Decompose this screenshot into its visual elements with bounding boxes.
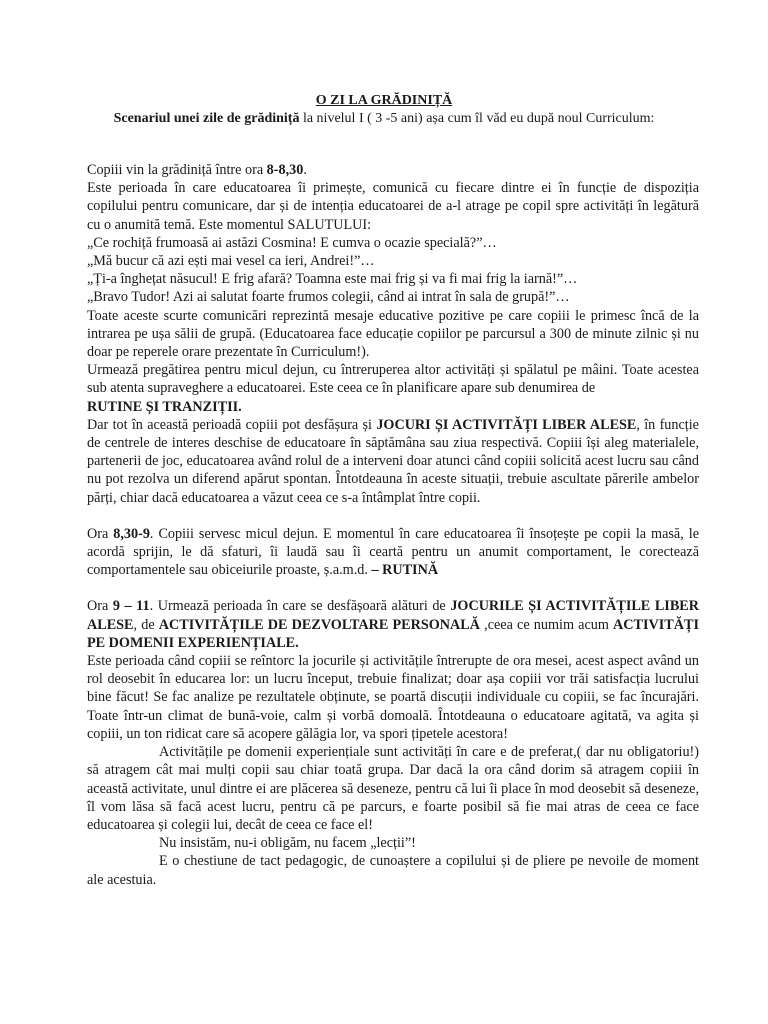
rutine-heading: RUTINE ȘI TRANZIȚII. [87, 398, 242, 415]
dejun-label: Ora [87, 525, 114, 542]
quote-1: „Ce rochiță frumoasă ai astăzi Cosmina! E cumva o ocazie specială?”… [87, 234, 497, 251]
paragraph-jocuri [87, 416, 699, 507]
dejun-time: 8,30-9 [113, 525, 150, 542]
paragraph-tact: E o chestiune de tact pedagogic, de cunoaștere a copilului și de pliere pe nevoile de moment ale acestuia. [87, 853, 699, 888]
intro-end: . [303, 162, 307, 178]
act-time: 9 – 11 [112, 598, 150, 615]
intro-paragraph [87, 161, 699, 179]
act-text-b: . Urmează perioada în care se desfășoară alături de [149, 598, 451, 615]
paragraph-activitati [87, 597, 699, 652]
jocuri-heading: JOCURI ȘI ACTIVITĂȚI LIBER ALESE [376, 416, 637, 433]
paragraph-mesaje: Toate aceste scurte comunicări reprezintă mesaje educative pozitive pe care copiii le primesc încă de la intrarea pe ușa sălii de grupă. (Educatoarea face educație copiilor pe parcursul a 300 de minute zilnic și nu doar pe reperele orare prezentate în Curriculum!). [87, 307, 699, 361]
paragraph-domenii: Activitățile pe domenii experiențiale sunt activități în care e de preferat,( dar nu obligatoriu!) să atragem cât mai mulți copii sau chiar toată grupa. Dar dacă la ora când dorim să atragem copiii în această activitate, unul dintre ei are plăcerea să deseneze, pentru că lui îi place în mod deosebit să deseneze, îl vom lăsa să facă acest lucru, pentru că pe parcurs, e foarte posibil să fie mai atras de ceea ce face educatoarea și colegii lui, decât de ceea ce face el! [87, 744, 699, 833]
dejun-rutina: – RUTINĂ [371, 562, 439, 579]
document-body [87, 161, 699, 889]
quote-2: „Mă bucur că azi ești mai vesel ca ieri, Andrei!”… [87, 253, 375, 270]
rutine-text: Urmează pregătirea pentru micul dejun, cu întreruperea altor activități și spălatul pe mâini. Toate acestea sub atenta supraveghere a educatoarei. Este ceea ce în planificare apare sub denumirea de [87, 362, 699, 397]
spacer [87, 579, 699, 597]
jocuri-text-b: , în funcție de centrele de interes deschise de educatoare în săptămâna sau ziua respectivă. Copiii își aleg materialele, partenerii de joc, educatoarea având rolul de a interveni doar atunci când copiii solicită acest lucru sau când nu pot rezolva un diferend apărut spontan. Întotdeauna în aceste situații, trebuie ascultate părerile ambelor părți, chiar dacă educatoarea a văzut ceea ce s-a întâmplat între copii. [87, 416, 699, 506]
quote-3: „Ți-a înghețat năsucul! E frig afară? Toamna este mai frig și va fi mai frig la iarnă!”… [87, 271, 578, 288]
act-heading-3: ACTIVITĂȚI PE DOMENII EXPERIENȚIALE. [87, 616, 699, 651]
spacer [87, 507, 699, 525]
paragraph-nu-insistam: Nu insistăm, nu-i obligăm, nu facem „lecții”! [159, 835, 416, 852]
paragraph-reintoarcere: Este perioada când copiii se reîntorc la jocurile și activitățile întrerupte de ora mesei, acest aspect având un rol deosebit în educarea lor: un lucru început, trebuie finalizat; doar așa copiii vor trăi satisfacția lucrului bine făcut! Se fac analize pe rezultatele obținute, se poartă discuții individuale cu copiii, se fac încurajări. Toate într-un climat de bună-voie, calm și vorbă domoală. Întotdeauna o educatoare agitată, va agita și copiii, un ton ridicat care să acopere gălăgia lor, va spori țipetele acestora! [87, 653, 699, 742]
intro-text: Copiii vin la grădiniță între ora [87, 162, 267, 178]
intro-time: 8-8,30 [266, 162, 304, 178]
dejun-text: . Copiii servesc micul dejun. E momentul în care educatoarea îi însoțește pe copii la masă, le acordă sprijin, le dă sfaturi, îi laudă sau îi ceartă pentru un anumit comportament, le corectează comportamentele sau obiceiurile proaste, ș.a.m.d. [87, 525, 699, 579]
act-heading-2: ACTIVITĂȚILE DE DEZVOLTARE PERSONALĂ [158, 616, 481, 633]
paragraph-rutine [87, 361, 699, 416]
document-subtitle [0, 111, 768, 127]
act-text-c: , de [133, 616, 159, 633]
jocuri-text-a: Dar tot în această perioadă copiii pot desfășura și [87, 416, 377, 433]
act-text-d: ,ceea ce numim acum [480, 616, 614, 633]
subtitle-bold: Scenariul unei zile de grădiniță [113, 111, 300, 126]
subtitle-rest: la nivelul I ( 3 -5 ani) așa cum îl văd eu după noul Curriculum: [299, 111, 655, 126]
act-label: Ora [87, 598, 113, 615]
document-title: O ZI LA GRĂDINIȚĂ [315, 93, 453, 108]
quote-4: „Bravo Tudor! Azi ai salutat foarte frumos colegii, când ai intrat în sala de grupă!”… [87, 289, 570, 306]
act-heading-1: JOCURILE ȘI ACTIVITĂȚILE LIBER ALESE [87, 598, 699, 633]
paragraph-micul-dejun [87, 525, 699, 580]
paragraph-salut: Este perioada în care educatoarea îi primește, comunică cu fiecare dintre ei în funcție de dispoziția copilului pentru comunicare, dar și de intenția educatoarei de a-l atrage pe copil spre activități în legătură cu o anumită temă. Este momentul SALUTULUI: [87, 180, 699, 233]
